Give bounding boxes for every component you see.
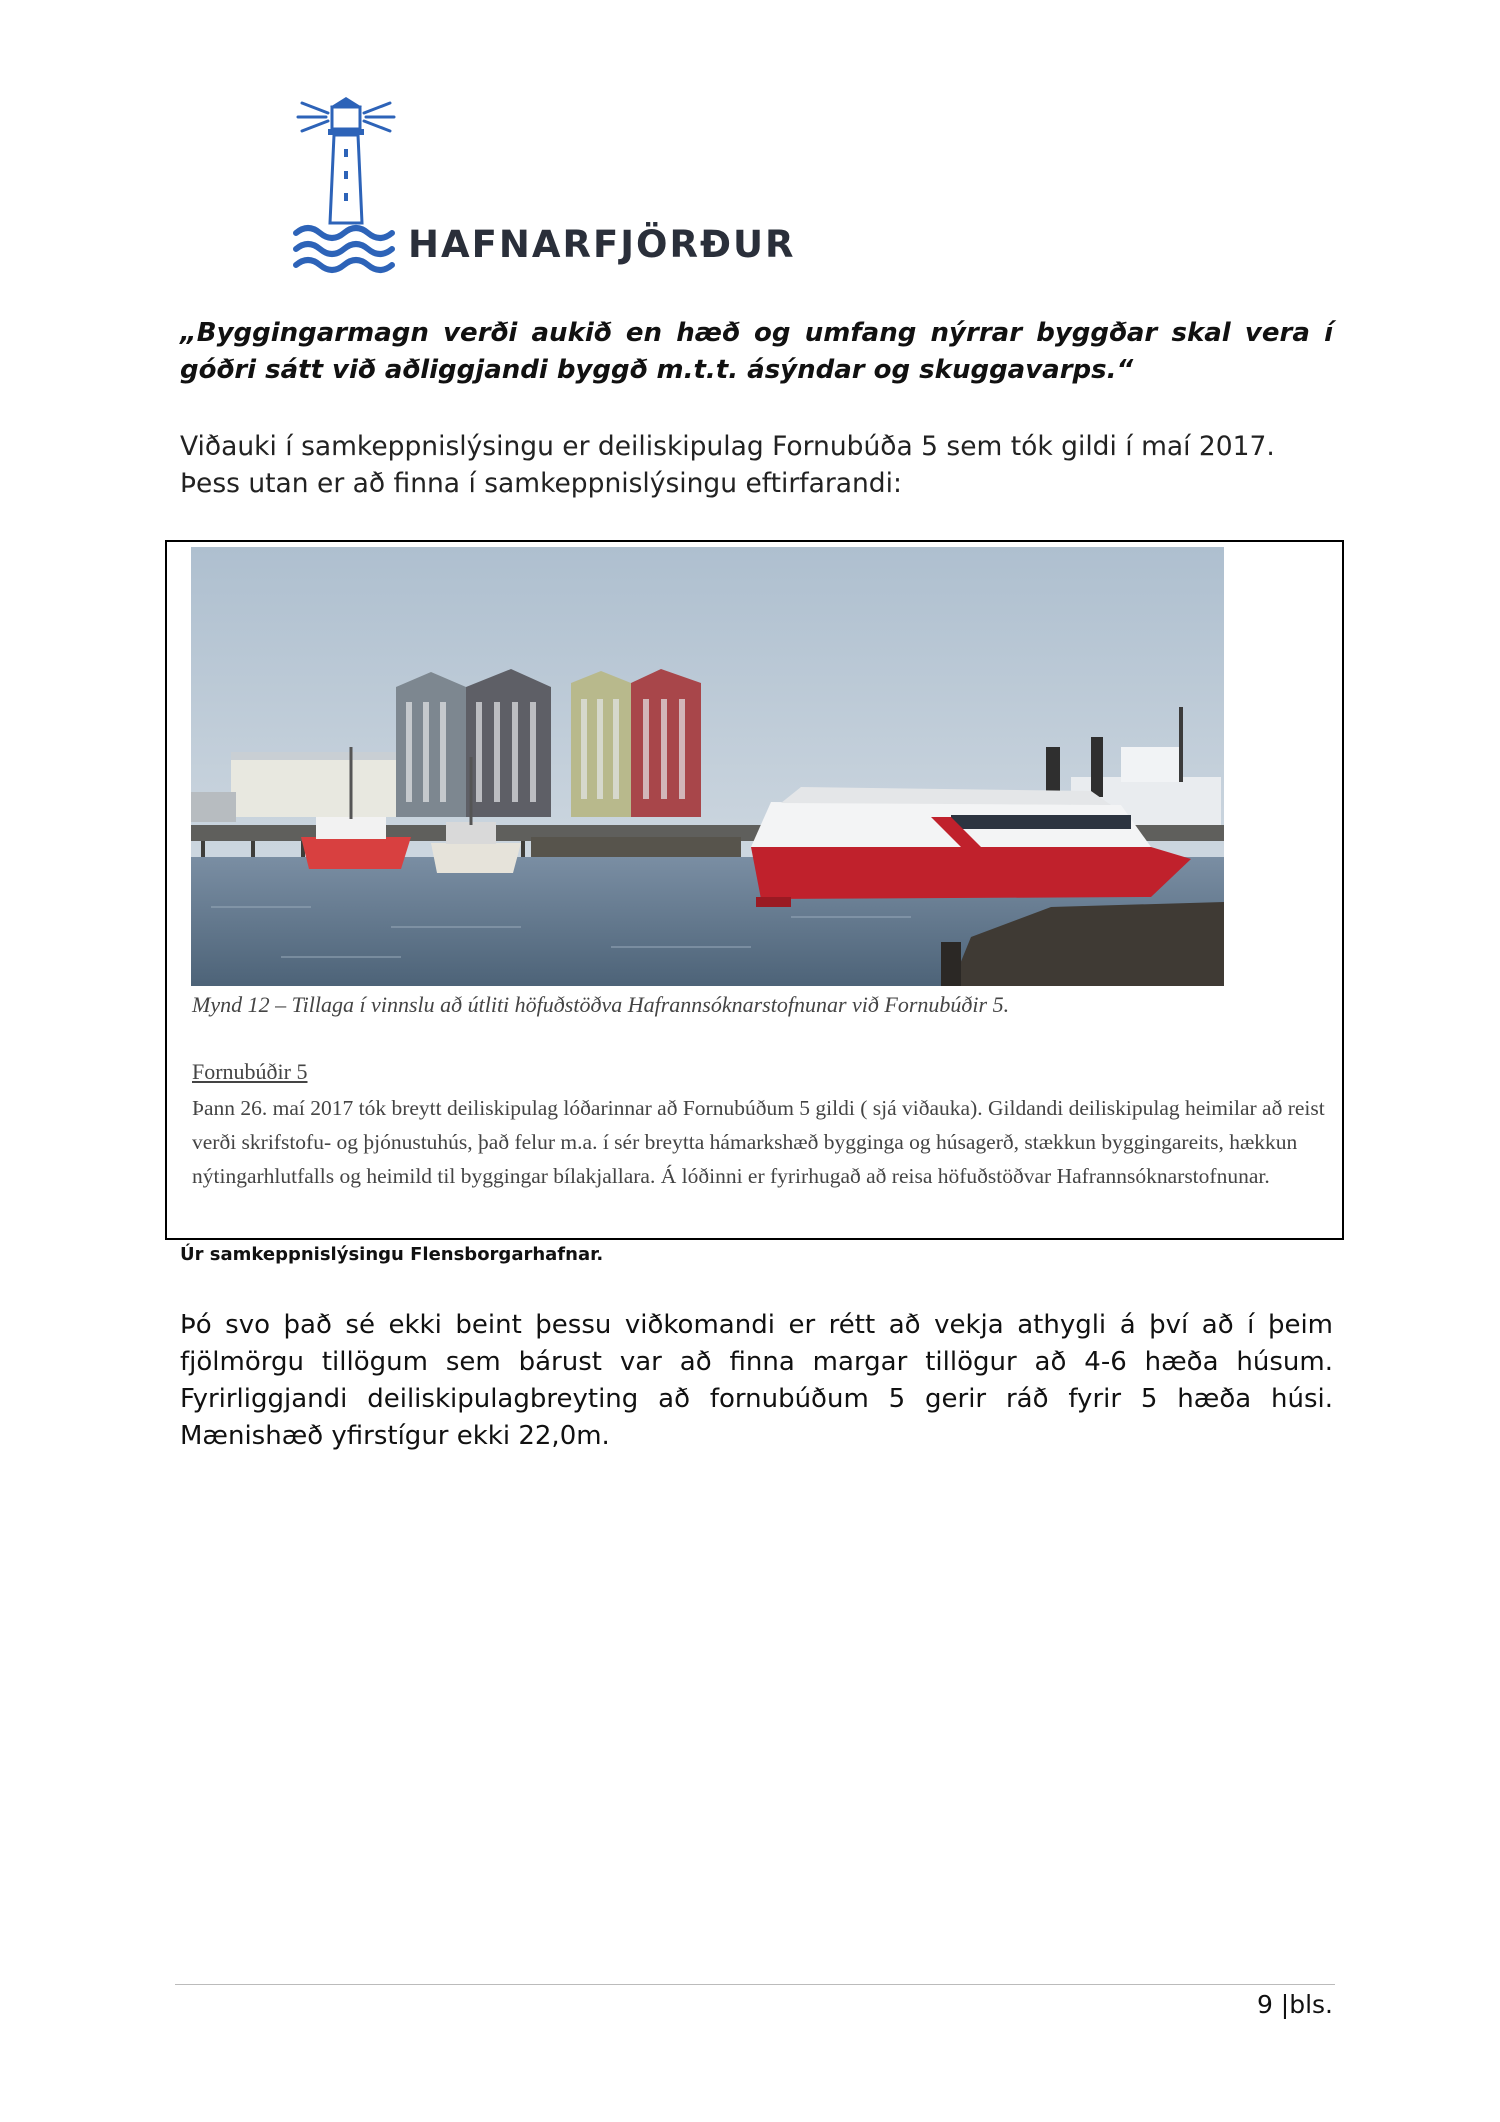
figure-caption: Mynd 12 – Tillaga í vinnslu að útliti höfuðstöðva Hafrannsóknarstofnunar við Fornubúðir 5. xyxy=(192,992,1010,1017)
intro-paragraph: Viðauki í samkeppnislýsingu er deiliskipulag Fornubúða 5 sem tók gildi í maí 2017. Þess utan er að finna í samkeppnislýsingu eftirfarandi: xyxy=(180,431,1275,499)
logo-wordmark: HAFNARFJÖRÐUR xyxy=(408,223,796,266)
quoted-statement: „Byggingarmagn verði aukið en hæð og umfang nýrrar byggðar skal vera í góðri sátt við aðliggjandi byggð m.t.t. ásýndar og skuggavarps.“ xyxy=(180,318,1333,385)
page-number: 9 |bls. xyxy=(1256,1990,1333,2019)
footer-divider xyxy=(175,1984,1335,1985)
lighthouse-icon xyxy=(290,95,410,275)
body-paragraph: Þó svo það sé ekki beint þessu viðkomandi er rétt að vekja athygli á því að í þeim fjölmörgu tillögum sem bárust var að finna margar tillögur að 4-6 hæða húsum. Fyrirliggjandi deiliskipulagbreyting að fornubúðum 5 gerir ráð fyrir 5 hæða húsi. Mænishæð yfirstígur ekki 22,0m. xyxy=(180,1310,1333,1451)
harbour-photo xyxy=(191,547,1224,986)
figure-section-title: Fornubúðir 5 xyxy=(192,1059,308,1084)
figure-source: Úr samkeppnislýsingu Flensborgarhafnar. xyxy=(180,1244,604,1265)
figure-section-body: Þann 26. maí 2017 tók breytt deiliskipulag lóðarinnar að Fornubúðum 5 gildi ( sjá viðauka). Gildandi deiliskipulag heimilar að reist verði skrifstofu- og þjónustuhús, það felur m.a. í sér breytta hámarkshæð bygginga og húsagerð, stækkun byggingareits, hækkun nýtingarhlutfalls og heimild til byggingar bílakjallara. Á lóðinni er fyrirhugað að reisa höfuðstöðvar Hafrannsóknarstofnunar. xyxy=(192,1096,1325,1188)
hafnarfjordur-logo xyxy=(290,95,796,275)
